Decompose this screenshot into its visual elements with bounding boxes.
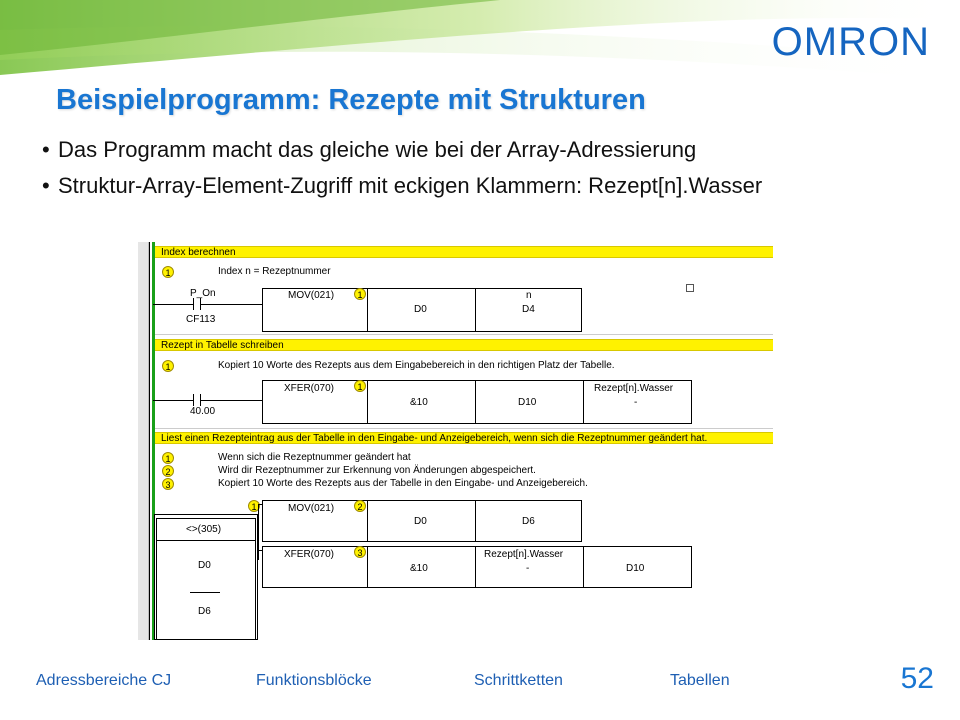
instruction-mnemonic: XFER(070) — [284, 383, 335, 394]
operand: - — [634, 397, 638, 408]
operand-label: Rezept[n].Wasser — [594, 383, 674, 394]
divider — [367, 380, 368, 424]
operand: D10 — [626, 563, 645, 574]
divider — [156, 540, 256, 541]
bullet-text: Das Programm macht das gleiche wie bei der Array-Adressierung — [58, 137, 697, 162]
instruction-number: 1 — [248, 500, 260, 512]
left-power-rail — [149, 242, 150, 640]
divider — [475, 500, 476, 542]
contact-left — [193, 298, 194, 310]
divider — [583, 380, 584, 424]
bullet-list — [42, 132, 762, 204]
rung-2-heading[interactable]: Rezept in Tabelle schreiben — [155, 339, 773, 351]
footer-link-adressbereiche[interactable]: Adressbereiche CJ — [36, 672, 172, 689]
bullet-item — [42, 168, 762, 204]
rung-3-comment: Kopiert 10 Worte des Rezepts aus der Tabelle in den Eingabe- und Anzeigebereich. — [218, 478, 588, 489]
divider — [583, 546, 584, 588]
divider — [475, 546, 476, 588]
operand: D0 — [198, 560, 211, 571]
comment-number: 2 — [162, 465, 174, 477]
wire — [153, 400, 193, 401]
wire — [153, 304, 193, 305]
wire — [200, 304, 262, 305]
footer-link-tabellen[interactable]: Tabellen — [670, 672, 730, 689]
instruction-mnemonic: MOV(021) — [288, 503, 335, 514]
instruction-number: 1 — [354, 288, 366, 300]
compare-instruction-block[interactable] — [156, 518, 256, 640]
rung-separator — [155, 428, 773, 429]
operand: &10 — [410, 397, 428, 408]
wire — [200, 400, 262, 401]
operand: - — [526, 563, 530, 574]
bullet-text: Struktur-Array-Element-Zugriff mit eckigen Klammern: Rezept[n].Wasser — [58, 173, 763, 198]
slide-title: Beispielprogramm: Rezepte mit Strukturen — [56, 84, 646, 116]
footer-link-schrittketten[interactable]: Schrittketten — [474, 672, 563, 689]
footer-link-funktionsbloecke[interactable]: Funktionsblöcke — [256, 672, 372, 689]
instruction-mnemonic: MOV(021) — [288, 290, 335, 301]
bullet-item — [42, 132, 762, 168]
contact-name: P_On — [190, 288, 216, 299]
comment-number: 1 — [162, 452, 174, 464]
operand-label: Rezept[n].Wasser — [484, 549, 564, 560]
ladder-gutter — [138, 242, 149, 640]
divider — [475, 380, 476, 424]
operand: D10 — [518, 397, 537, 408]
branch-wire — [258, 504, 259, 560]
instruction-mnemonic: XFER(070) — [284, 549, 335, 560]
rung-separator — [155, 334, 773, 335]
divider — [475, 288, 476, 332]
instruction-number: 3 — [354, 546, 366, 558]
rung-2-comment: Kopiert 10 Worte des Rezepts aus dem Eingabebereich in den richtigen Platz der Tabelle. — [218, 360, 615, 371]
rung-marker — [686, 284, 694, 292]
rung-3-comment: Wird dir Rezeptnummer zur Erkennung von Änderungen abgespeichert. — [218, 465, 536, 476]
instruction-number: 1 — [354, 380, 366, 392]
operand: &10 — [410, 563, 428, 574]
instruction-mnemonic: <>(305) — [186, 524, 222, 535]
divider — [367, 288, 368, 332]
bullet-dot: • — [42, 137, 50, 162]
divider — [367, 500, 368, 542]
contact-address: 40.00 — [190, 406, 216, 417]
operand: D4 — [522, 304, 535, 315]
bullet-dot: • — [42, 173, 50, 198]
operand: D0 — [414, 516, 427, 527]
ladder-diagram — [138, 242, 776, 640]
rung-3-heading[interactable]: Liest einen Rezepteintrag aus der Tabelle in den Eingabe- und Anzeigebereich, wenn sich die Rezeptnummer geändert hat. — [155, 432, 773, 444]
operand: D6 — [522, 516, 535, 527]
operand: D0 — [414, 304, 427, 315]
comment-number: 1 — [162, 360, 174, 372]
comment-number: 3 — [162, 478, 174, 490]
page-number: 52 — [900, 662, 934, 695]
comment-number: 1 — [162, 266, 174, 278]
rung-3-comment: Wenn sich die Rezeptnummer geändert hat — [218, 452, 411, 463]
operand-label: n — [526, 290, 532, 301]
operand: D6 — [198, 606, 211, 617]
contact-address: CF113 — [186, 314, 216, 325]
instruction-number: 2 — [354, 500, 366, 512]
omron-logo: OMRON — [771, 20, 930, 64]
divider — [190, 592, 220, 593]
divider — [367, 546, 368, 588]
rung-1-heading[interactable]: Index berechnen — [155, 246, 773, 258]
contact-left — [193, 394, 194, 406]
rung-1-comment: Index n = Rezeptnummer — [218, 266, 331, 277]
footer-nav — [0, 668, 960, 698]
